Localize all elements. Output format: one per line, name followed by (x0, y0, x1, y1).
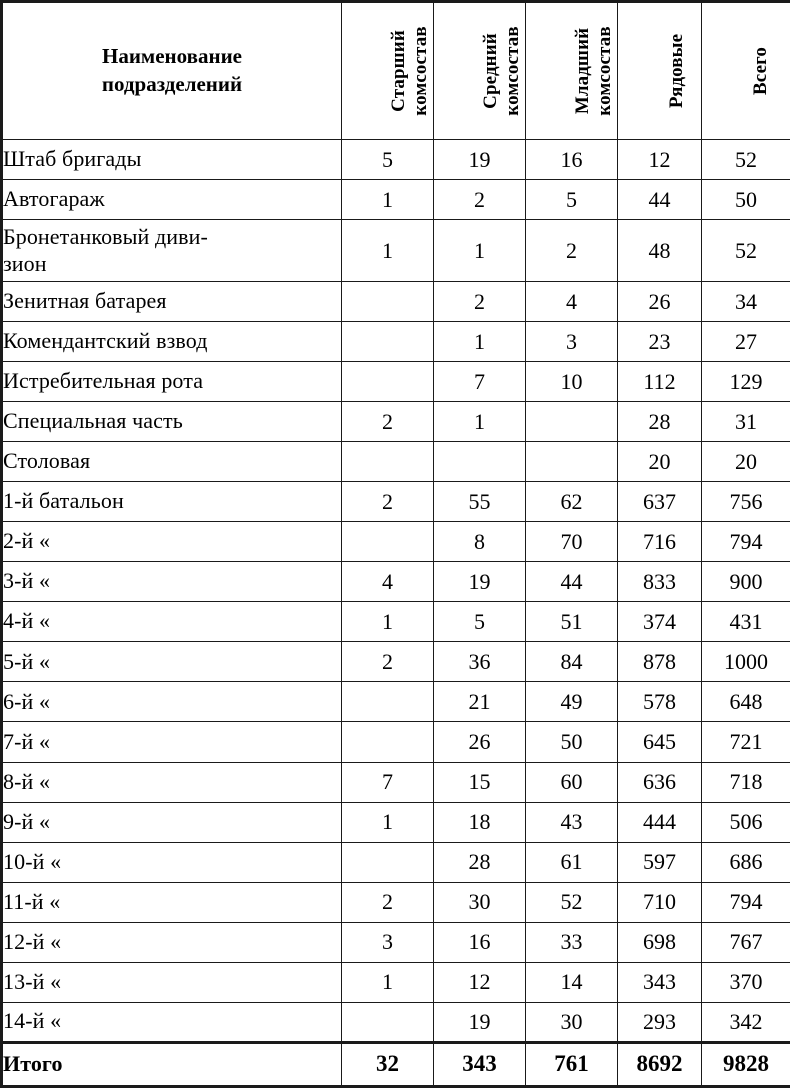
cell-middle: 19 (434, 1002, 526, 1042)
cell-rank: 636 (618, 762, 702, 802)
table-row (2, 962, 790, 1002)
cell-junior: 51 (526, 602, 618, 642)
table-body (2, 140, 790, 1087)
cell-senior: 1 (342, 802, 434, 842)
table-row (2, 140, 790, 180)
row-label: 2-й « (2, 522, 342, 562)
table-row (2, 602, 790, 642)
cell-middle (434, 442, 526, 482)
cell-junior: 2 (526, 220, 618, 282)
cell-rank: 26 (618, 282, 702, 322)
row-label: Специальная часть (2, 402, 342, 442)
cell-total: 27 (702, 322, 790, 362)
cell-senior: 2 (342, 482, 434, 522)
row-label: 5-й « (2, 642, 342, 682)
cell-total: 34 (702, 282, 790, 322)
cell-senior (342, 362, 434, 402)
row-label: 4-й « (2, 602, 342, 642)
cell-middle: 21 (434, 682, 526, 722)
total-cell-rank: 8692 (618, 1042, 702, 1086)
cell-junior: 49 (526, 682, 618, 722)
cell-rank: 716 (618, 522, 702, 562)
total-cell-senior: 32 (342, 1042, 434, 1086)
column-header-name (2, 2, 342, 140)
cell-total: 756 (702, 482, 790, 522)
cell-junior: 14 (526, 962, 618, 1002)
cell-senior (342, 842, 434, 882)
cell-total: 900 (702, 562, 790, 602)
cell-total: 721 (702, 722, 790, 762)
table-row (2, 562, 790, 602)
cell-middle: 1 (434, 402, 526, 442)
cell-senior: 1 (342, 220, 434, 282)
cell-rank: 12 (618, 140, 702, 180)
cell-middle: 55 (434, 482, 526, 522)
column-header-middle (434, 2, 526, 140)
cell-total: 50 (702, 180, 790, 220)
cell-rank: 710 (618, 882, 702, 922)
row-label: Автогараж (2, 180, 342, 220)
row-label: 6-й « (2, 682, 342, 722)
cell-junior: 10 (526, 362, 618, 402)
table-row (2, 482, 790, 522)
column-header-rank (618, 2, 702, 140)
cell-total: 52 (702, 220, 790, 282)
cell-middle: 30 (434, 882, 526, 922)
row-label: Столовая (2, 442, 342, 482)
total-cell-total: 9828 (702, 1042, 790, 1086)
table-row (2, 1002, 790, 1042)
cell-junior (526, 402, 618, 442)
header-row (2, 2, 790, 140)
table-row (2, 722, 790, 762)
cell-rank: 112 (618, 362, 702, 402)
column-header-rank-text: Рядовые (665, 33, 687, 109)
cell-middle: 26 (434, 722, 526, 762)
cell-middle: 28 (434, 842, 526, 882)
table-row (2, 682, 790, 722)
cell-rank: 293 (618, 1002, 702, 1042)
cell-senior (342, 442, 434, 482)
cell-senior: 5 (342, 140, 434, 180)
cell-rank: 444 (618, 802, 702, 842)
cell-rank: 343 (618, 962, 702, 1002)
cell-junior: 60 (526, 762, 618, 802)
cell-middle: 16 (434, 922, 526, 962)
cell-senior: 2 (342, 402, 434, 442)
cell-junior: 30 (526, 1002, 618, 1042)
cell-senior (342, 682, 434, 722)
cell-total: 431 (702, 602, 790, 642)
row-label: 12-й « (2, 922, 342, 962)
table-row (2, 322, 790, 362)
cell-total: 794 (702, 522, 790, 562)
cell-middle: 1 (434, 220, 526, 282)
cell-total: 686 (702, 842, 790, 882)
row-label: Штаб бригады (2, 140, 342, 180)
column-header-middle-text: Средний комсостав (479, 26, 523, 116)
cell-middle: 19 (434, 140, 526, 180)
row-label: 8-й « (2, 762, 342, 802)
table-row (2, 642, 790, 682)
table-row (2, 220, 790, 282)
table-row (2, 402, 790, 442)
cell-senior (342, 282, 434, 322)
cell-middle: 2 (434, 180, 526, 220)
cell-middle: 15 (434, 762, 526, 802)
column-header-senior-text: Старший комсостав (387, 26, 431, 116)
row-label: 1-й батальон (2, 482, 342, 522)
cell-junior (526, 442, 618, 482)
cell-total: 506 (702, 802, 790, 842)
cell-junior: 84 (526, 642, 618, 682)
column-header-total-text: Всего (749, 47, 771, 95)
cell-rank: 28 (618, 402, 702, 442)
cell-rank: 23 (618, 322, 702, 362)
table-row (2, 802, 790, 842)
table-row (2, 842, 790, 882)
row-label: 10-й « (2, 842, 342, 882)
total-row-label: Итого (2, 1042, 342, 1086)
cell-senior: 2 (342, 642, 434, 682)
total-cell-junior: 761 (526, 1042, 618, 1086)
cell-senior (342, 322, 434, 362)
row-label: 11-й « (2, 882, 342, 922)
cell-total: 370 (702, 962, 790, 1002)
column-header-junior-text: Младший комсостав (571, 26, 615, 116)
cell-senior (342, 722, 434, 762)
cell-rank: 833 (618, 562, 702, 602)
cell-junior: 5 (526, 180, 618, 220)
cell-senior: 1 (342, 180, 434, 220)
cell-rank: 578 (618, 682, 702, 722)
cell-senior: 4 (342, 562, 434, 602)
column-header-name-text: Наименование подразделений (101, 44, 243, 96)
cell-middle: 36 (434, 642, 526, 682)
cell-rank: 374 (618, 602, 702, 642)
column-header-total (702, 2, 790, 140)
table-row (2, 180, 790, 220)
cell-total: 718 (702, 762, 790, 802)
cell-senior (342, 522, 434, 562)
cell-middle: 12 (434, 962, 526, 1002)
cell-rank: 637 (618, 482, 702, 522)
cell-junior: 4 (526, 282, 618, 322)
cell-middle: 8 (434, 522, 526, 562)
row-label: 3-й « (2, 562, 342, 602)
row-label: 7-й « (2, 722, 342, 762)
cell-total: 52 (702, 140, 790, 180)
cell-total: 767 (702, 922, 790, 962)
cell-total: 129 (702, 362, 790, 402)
cell-rank: 645 (618, 722, 702, 762)
cell-rank: 878 (618, 642, 702, 682)
cell-junior: 16 (526, 140, 618, 180)
cell-middle: 18 (434, 802, 526, 842)
table-row (2, 882, 790, 922)
column-header-senior (342, 2, 434, 140)
row-label: 9-й « (2, 802, 342, 842)
cell-senior: 2 (342, 882, 434, 922)
cell-total: 1000 (702, 642, 790, 682)
cell-junior: 50 (526, 722, 618, 762)
row-label: Истребительная рота (2, 362, 342, 402)
cell-rank: 48 (618, 220, 702, 282)
row-label: 14-й « (2, 1002, 342, 1042)
row-label: 13-й « (2, 962, 342, 1002)
cell-junior: 43 (526, 802, 618, 842)
cell-senior (342, 1002, 434, 1042)
row-label: Бронетанковый диви- зион (2, 220, 342, 282)
cell-junior: 33 (526, 922, 618, 962)
cell-senior: 1 (342, 602, 434, 642)
cell-junior: 61 (526, 842, 618, 882)
rotated-label-wrap-total (717, 12, 790, 130)
cell-total: 20 (702, 442, 790, 482)
cell-junior: 52 (526, 882, 618, 922)
table-row (2, 442, 790, 482)
table-total-row (2, 1042, 790, 1086)
cell-total: 794 (702, 882, 790, 922)
cell-rank: 44 (618, 180, 702, 220)
cell-junior: 3 (526, 322, 618, 362)
cell-total: 342 (702, 1002, 790, 1042)
table-row (2, 922, 790, 962)
cell-rank: 597 (618, 842, 702, 882)
cell-senior: 3 (342, 922, 434, 962)
cell-middle: 19 (434, 562, 526, 602)
cell-junior: 44 (526, 562, 618, 602)
cell-middle: 5 (434, 602, 526, 642)
cell-senior: 7 (342, 762, 434, 802)
cell-rank: 698 (618, 922, 702, 962)
cell-middle: 1 (434, 322, 526, 362)
cell-rank: 20 (618, 442, 702, 482)
table-row (2, 762, 790, 802)
table-header (2, 2, 790, 140)
row-label: Зенитная батарея (2, 282, 342, 322)
table-row (2, 362, 790, 402)
column-header-junior (526, 2, 618, 140)
table-row (2, 282, 790, 322)
cell-middle: 7 (434, 362, 526, 402)
cell-total: 31 (702, 402, 790, 442)
cell-middle: 2 (434, 282, 526, 322)
row-label: Комендантский взвод (2, 322, 342, 362)
cell-junior: 70 (526, 522, 618, 562)
cell-senior: 1 (342, 962, 434, 1002)
table-row (2, 522, 790, 562)
cell-junior: 62 (526, 482, 618, 522)
total-cell-middle: 343 (434, 1042, 526, 1086)
cell-total: 648 (702, 682, 790, 722)
